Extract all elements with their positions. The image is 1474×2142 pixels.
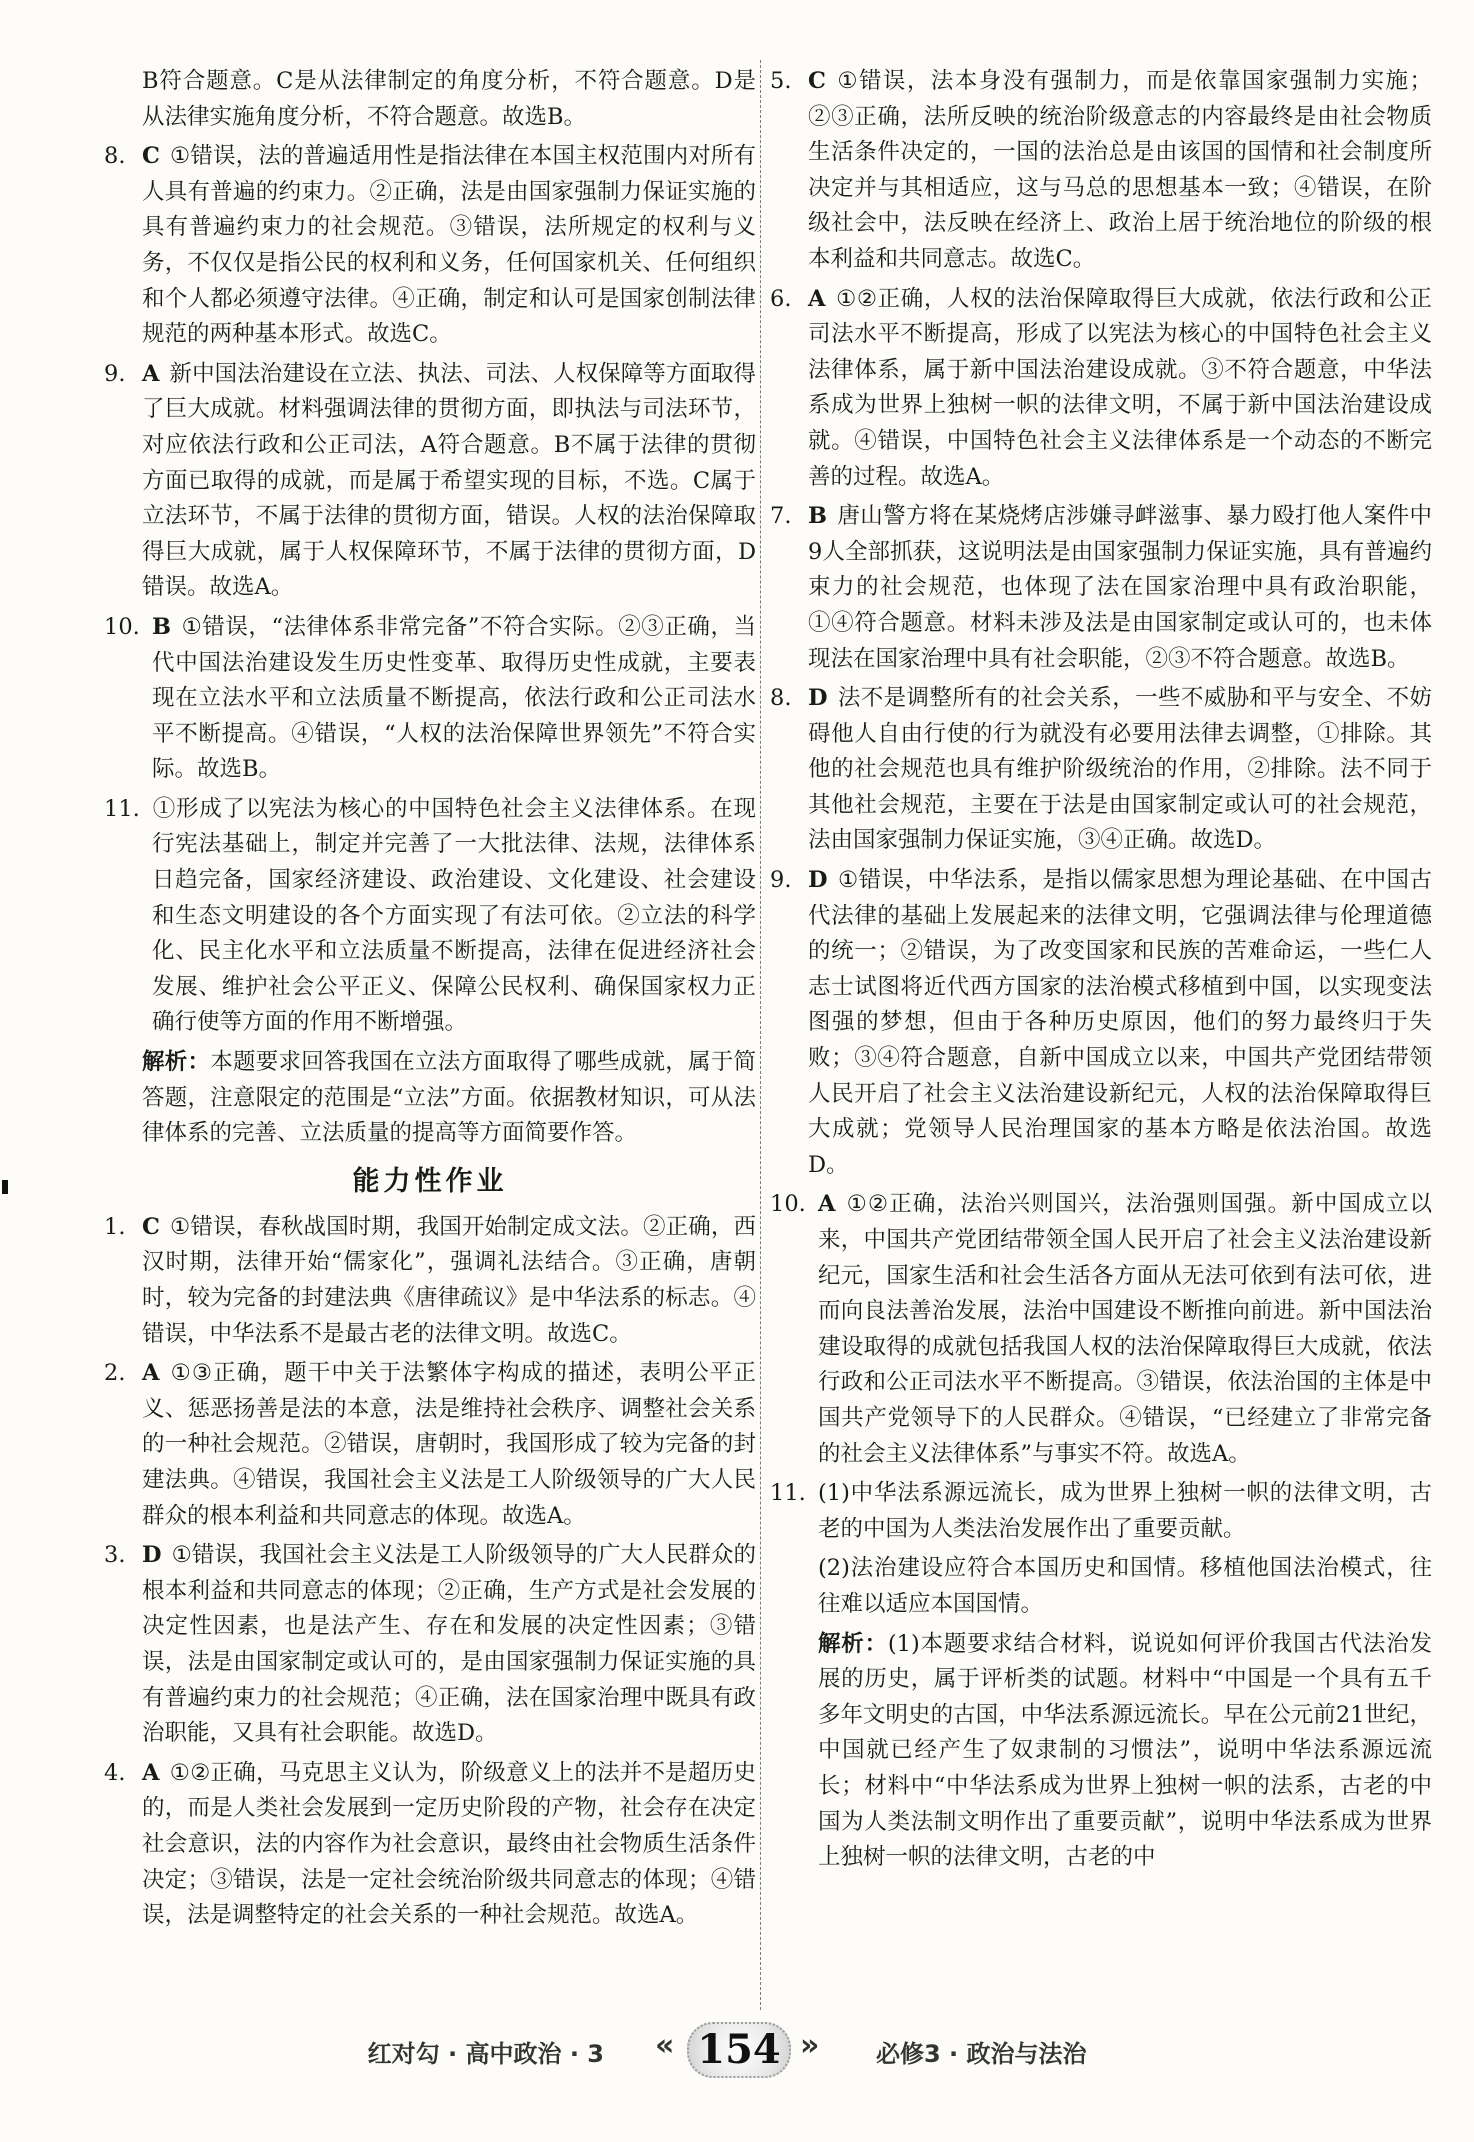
- item-number: 5.: [770, 68, 792, 94]
- item-number: 6.: [770, 285, 792, 312]
- answer-item: [104, 357, 756, 606]
- item-answer: A: [142, 1360, 160, 1387]
- answer-item: [104, 139, 756, 353]
- item-number: 1.: [104, 1213, 126, 1240]
- page-number-badge: [687, 2022, 791, 2078]
- column-divider: [760, 60, 761, 2010]
- item-text: ①②正确，人权的法治保障取得巨大成就，依法行政和公正司法水平不断提高，形成了以宪法为核心的中国特色社会主义法律体系，属于新中国法治建设成就。③不符合题意，中华法系成为世界上独树一帜的法律文明，不属于新中国法治建设成就。④错误，中国特色社会主义法律体系是一个动态的不断完善的过程。故选A。: [808, 285, 1432, 490]
- item-text: ①②正确，马克思主义认为，阶级意义上的法并不是超历史的，而是人类社会发展到一定历史阶段的产物，社会存在决定社会意识，法的内容作为社会意识，最终由社会物质生活条件决定；③错误，法是一定社会统治阶级共同意志的体现；④错误，法是调整特定的社会关系的一种社会规范。故选A。: [142, 1759, 756, 1929]
- item-text: 法不是调整所有的社会关系，一些不威胁和平与安全、不妨碍他人自由行使的行为就没有必要用法律去调整，①排除。其他的社会规范也具有维护阶级统治的作用，②排除。法不同于其他社会规范，主要在于法是由国家制定或认可的社会规范，法由国家强制力保证实施，③④正确。故选D。: [808, 685, 1432, 854]
- item-answer: A: [818, 1191, 836, 1218]
- item-text: ①③正确，题干中关于法繁体字构成的描述，表明公平正义、惩恶扬善是法的本意，法是维持社会秩序、调整社会关系的一种社会规范。②错误，唐朝时，我国形成了较为完备的封建法典。④错误，我国社会主义法是工人阶级领导的广大人民群众的根本利益和共同意志的体现。故选A。: [142, 1360, 756, 1529]
- item-text: ①错误，中华法系，是指以儒家思想为理论基础、在中国古代法律的基础上发展起来的法律文明，它强调法律与伦理道德的统一；②错误，为了改变国家和民族的苦难命运，一些仁人志士试图将近代西方国家的法治模式移植到中国，以实现变法图强的梦想，但由于各种历史原因，他们的努力最终归于失败；③④符合题意，自新中国成立以来，中国共产党团结带领人民开启了社会主义法治建设新纪元，人权的法治保障取得巨大成就；党领导人民治理国家的基本方略是依法治国。故选D。: [808, 867, 1432, 1178]
- footer-book-title: 红对勾 · 高中政治 · 3: [367, 2040, 604, 2068]
- item-text: 唐山警方将在某烧烤店涉嫌寻衅滋事、暴力殴打他人案件中9人全部抓获，这说明法是由国家强制力保证实施，具有普遍约束力的社会规范，也体现了法在国家治理中具有政治职能，①④符合题意。材料未涉及法是由国家制定或认可的，也未体现法在国家治理中具有社会职能，②③不符合题意。故选B。: [808, 503, 1432, 672]
- section-title: 能力性作业: [352, 1165, 508, 1197]
- answer-item: [770, 1187, 1432, 1472]
- footer-close-bracket: »: [800, 2028, 820, 2063]
- item-number: 3.: [104, 1542, 126, 1569]
- analysis-paragraph: [104, 1045, 756, 1152]
- item-answer: D: [142, 1542, 162, 1569]
- item-answer: B: [808, 503, 828, 530]
- item-text: ①错误，我国社会主义法是工人阶级领导的广大人民群众的根本利益和共同意志的体现；②正确，生产方式是社会发展的决定性因素，也是法产生、存在和发展的决定性因素；③错误，法是由国家制定或认可的，是由国家强制力保证实施的具有普遍约束力的社会规范；④正确，法在国家治理中既具有政治职能，又具有社会职能。故选D。: [142, 1542, 756, 1747]
- answer-item: [104, 610, 756, 788]
- item-number: 4.: [104, 1759, 126, 1786]
- edge-mark: [2, 1180, 8, 1194]
- page-number: 154: [697, 2026, 781, 2073]
- item-number: 7.: [770, 503, 792, 530]
- item-11-continuation: (2)法治建设应符合本国历史和国情。移植他国法治模式，往往难以适应本国国情。: [818, 1555, 1432, 1617]
- answer-item: [770, 64, 1432, 278]
- item-number: 8.: [770, 685, 792, 712]
- answer-item: [104, 792, 756, 1041]
- footer-open-bracket: «: [655, 2028, 675, 2063]
- item-answer: C: [142, 1213, 160, 1240]
- item-number: 2.: [104, 1360, 126, 1387]
- item-text: ①②正确，法治兴则国兴，法治强则国强。新中国成立以来，中国共产党团结带领全国人民开启了社会主义法治建设新纪元，国家生活和社会生活各方面从无法可依到有法可依，进而向良法善治发展，法治中国建设不断推向前进。新中国法治建设取得的成就包括我国人权的法治保障取得巨大成就，依法行政和公正司法水平不断提高。③错误，依法治国的主体是中国共产党领导下的人民群众。④错误，“已经建立了非常完备的社会主义法律体系”与事实不符。故选A。: [818, 1191, 1432, 1467]
- answer-item: [770, 282, 1432, 496]
- item-number: 10.: [770, 1191, 806, 1218]
- item-answer: D: [808, 867, 828, 894]
- left-column: [104, 64, 756, 1938]
- item-number: 11.: [104, 795, 140, 822]
- analysis-label: 解析：: [142, 1049, 211, 1076]
- item-answer: D: [808, 685, 828, 712]
- answer-item: [770, 863, 1432, 1183]
- answer-item: [770, 1476, 1432, 1547]
- item-answer: C: [142, 143, 160, 170]
- answer-item: [104, 1756, 756, 1934]
- page-footer: [0, 2022, 1474, 2082]
- item-text: ①错误，“法律体系非常完备”不符合实际。②③正确，当代中国法治建设发生历史性变革、取得历史性成就，主要表现在立法水平和立法质量不断提高，依法行政和公正司法水平不断提高。④错误，“人权的法治保障世界领先”不符合实际。故选B。: [152, 613, 756, 783]
- item-answer: A: [142, 1759, 160, 1786]
- item-number: 9.: [770, 867, 792, 894]
- intro-paragraph: B符合题意。C是从法律制定的角度分析，不符合题意。D是从法律实施角度分析，不符合题意。故选B。: [142, 68, 756, 130]
- item-answer: C: [808, 68, 826, 94]
- analysis-label: 解析：: [818, 1630, 888, 1657]
- item-text: ①错误，法本身没有强制力，而是依靠国家强制力实施；②③正确，法所反映的统治阶级意志的内容最终是由社会物质生活条件决定的，一国的法治总是由该国的国情和社会制度所决定并与其相适应，这与马总的思想基本一致；④错误，在阶级社会中，法反映在经济上、政治上居于统治地位的阶级的根本利益和共同意志。故选C。: [808, 68, 1432, 272]
- item-number: 9.: [104, 360, 126, 387]
- answer-item: [104, 1356, 756, 1534]
- item-text: ①错误，春秋战国时期，我国开始制定成文法。②正确，西汉时期，法律开始“儒家化”，强调礼法结合。③正确，唐朝时，较为完备的封建法典《唐律疏议》是中华法系的标志。④错误，中华法系不是最古老的法律文明。故选C。: [142, 1213, 756, 1347]
- item-text: ①错误，法的普遍适用性是指法律在本国主权范围内对所有人具有普遍的约束力。②正确，法是由国家强制力保证实施的具有普遍约束力的社会规范。③错误，法所规定的权利与义务，不仅仅是指公民的权利和义务，任何国家机关、任何组织和个人都必须遵守法律。④正确，制定和认可是国家创制法律规范的两种基本形式。故选C。: [142, 143, 756, 348]
- right-column: [770, 64, 1432, 1880]
- analysis-text: (1)本题要求结合材料，说说如何评价我国古代法治发展的历史，属于评析类的试题。材料中“中国是一个具有五千多年文明史的古国，中华法系源远流长。早在公元前21世纪，中国就已经产生了奴隶制的习惯法”，说明中华法系源远流长；材料中“中华法系成为世界上独树一帜的法系，古老的中国为人类法制文明作出了重要贡献”，说明中华法系成为世界上独树一帜的法律文明，古老的中: [818, 1630, 1432, 1871]
- item-answer: A: [142, 360, 160, 387]
- analysis-text: 本题要求回答我国在立法方面取得了哪些成就，属于简答题，注意限定的范围是“立法”方面。依据教材知识，可从法律体系的完善、立法质量的提高等方面简要作答。: [142, 1049, 756, 1147]
- item-answer: A: [808, 285, 826, 312]
- item-text: (1)中华法系源远流长，成为世界上独树一帜的法律文明，古老的中国为人类法治发展作出了重要贡献。: [818, 1480, 1432, 1542]
- analysis-paragraph: [770, 1627, 1432, 1876]
- item-number: 10.: [104, 613, 140, 640]
- answer-item: [104, 1538, 756, 1752]
- item-number: 11.: [770, 1480, 806, 1507]
- item-text: ①形成了以宪法为核心的中国特色社会主义法律体系。在现行宪法基础上，制定并完善了一大批法律、法规，法律体系日趋完备，国家经济建设、政治建设、文化建设、社会建设和生态文明建设的各个方面实现了有法可依。②立法的科学化、民主化水平和立法质量不断提高，法律在促进经济社会发展、维护社会公平正义、保障公民权利、确保国家权力正确行使等方面的作用不断增强。: [152, 795, 756, 1036]
- answer-item: [770, 499, 1432, 677]
- item-text: 新中国法治建设在立法、执法、司法、人权保障等方面取得了巨大成就。材料强调法律的贯彻方面，即执法与司法环节，对应依法行政和公正司法，A符合题意。B不属于法律的贯彻方面已取得的成就，而是属于希望实现的目标，不选。C属于立法环节，不属于法律的贯彻方面，错误。人权的法治保障取得巨大成就，属于人权保障环节，不属于法律的贯彻方面，D错误。故选A。: [142, 360, 756, 601]
- answer-item: [104, 1210, 756, 1352]
- answer-item: [770, 681, 1432, 859]
- footer-volume-title: 必修3 · 政治与法治: [876, 2040, 1087, 2068]
- item-number: 8.: [104, 143, 126, 170]
- item-answer: B: [152, 613, 172, 640]
